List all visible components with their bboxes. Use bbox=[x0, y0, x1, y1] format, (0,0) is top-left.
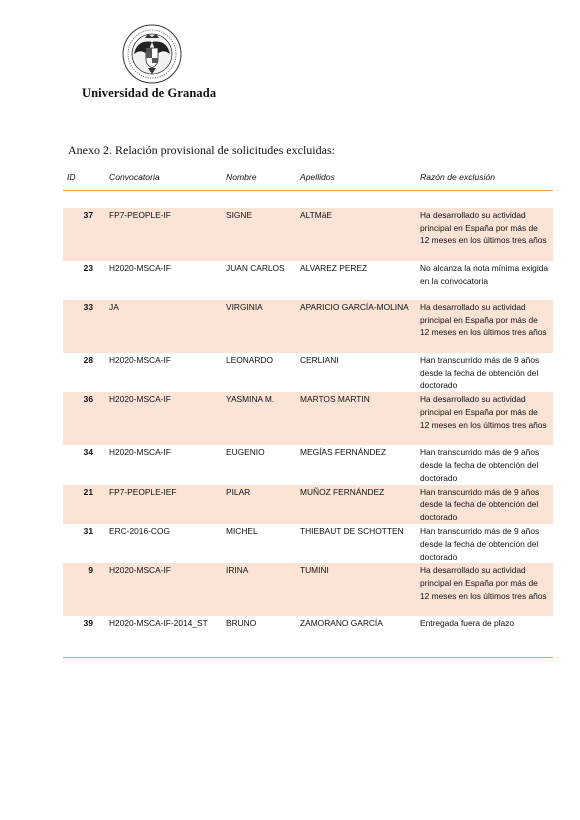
column-header-razon: Razón de exclusión bbox=[416, 167, 553, 190]
cell-id: 37 bbox=[63, 208, 105, 261]
cell-convocatoria: H2020-MSCA-IF bbox=[105, 392, 222, 445]
cell-razon: Ha desarrollado su actividad principal en España por más de 12 meses en los últimos tres años bbox=[416, 208, 553, 261]
cell-apellidos: THIEBAUT DE SCHOTTEN bbox=[300, 525, 404, 536]
cell-razon: Entregada fuera de plazo bbox=[416, 616, 553, 658]
cell-convocatoria: H2020-MSCA-IF bbox=[109, 447, 171, 458]
cell-nombre: MICHEL bbox=[226, 525, 258, 536]
cell-convocatoria: H2020-MSCA-IF bbox=[109, 354, 171, 365]
table-spacer-row bbox=[63, 190, 553, 208]
table-row bbox=[63, 485, 553, 524]
cell-razon: Han transcurrido más de 9 años desde la fecha de obtención del doctorado bbox=[420, 354, 540, 391]
cell-nombre: VIRGINIA bbox=[222, 300, 296, 353]
cell-convocatoria: FP7-PEOPLE-IEF bbox=[105, 485, 222, 524]
column-header-nombre: Nombre bbox=[222, 167, 296, 190]
cell-convocatoria: H2020-MSCA-IF bbox=[105, 563, 222, 616]
cell-id: 34 bbox=[83, 447, 93, 458]
cell-convocatoria: ERC-2016-COG bbox=[109, 525, 170, 536]
cell-razon: No alcanza la nota mínima exigida en la convocatoria bbox=[420, 262, 549, 286]
table-row bbox=[63, 353, 553, 392]
cell-nombre: YASMINA M. bbox=[222, 392, 296, 445]
cell-id: 31 bbox=[83, 525, 93, 536]
cell-apellidos: ZAMORANO GARCÍA bbox=[296, 616, 416, 658]
table-row bbox=[63, 616, 553, 658]
cell-apellidos: MARTOS MARTIN bbox=[296, 392, 416, 445]
cell-nombre: IRINA bbox=[222, 563, 296, 616]
cell-nombre: PILAR bbox=[222, 485, 296, 524]
cell-razon: Han transcurrido más de 9 años desde la fecha de obtención del doctorado bbox=[416, 485, 553, 524]
cell-razon: Han transcurrido más de 9 años desde la fecha de obtención del doctorado bbox=[420, 447, 540, 483]
cell-id: 28 bbox=[83, 354, 93, 365]
university-seal-icon bbox=[121, 24, 183, 84]
cell-razon: Ha desarrollado su actividad principal en España por más de 12 meses en los últimos tres años bbox=[416, 392, 553, 445]
cell-nombre: BRUNO bbox=[222, 616, 296, 658]
cell-id: 21 bbox=[63, 485, 105, 524]
excluded-applications-table bbox=[63, 167, 553, 658]
table-row bbox=[63, 300, 553, 353]
table-row bbox=[63, 392, 553, 445]
table-row bbox=[63, 208, 553, 261]
cell-apellidos: MUÑOZ FERNÁNDEZ bbox=[296, 485, 416, 524]
table-row bbox=[63, 524, 553, 563]
cell-convocatoria: H2020-MSCA-IF-2014_ST bbox=[105, 616, 222, 658]
cell-nombre: JUAN CARLOS bbox=[226, 262, 285, 273]
cell-id: 39 bbox=[63, 616, 105, 658]
cell-nombre: LEONARDO bbox=[226, 354, 274, 365]
table-row bbox=[63, 261, 553, 300]
cell-id: 9 bbox=[63, 563, 105, 616]
cell-apellidos: TUMINI bbox=[296, 563, 416, 616]
cell-id: 33 bbox=[63, 300, 105, 353]
cell-apellidos: ALTMäE bbox=[296, 208, 416, 261]
cell-id: 36 bbox=[63, 392, 105, 445]
cell-id: 23 bbox=[83, 262, 93, 273]
cell-razon: Ha desarrollado su actividad principal en España por más de 12 meses en los últimos tres años bbox=[416, 563, 553, 616]
cell-nombre: EUGENIO bbox=[226, 447, 265, 458]
table-row bbox=[63, 445, 553, 484]
column-header-id: ID bbox=[63, 167, 105, 190]
cell-convocatoria: H2020-MSCA-IF bbox=[109, 262, 171, 273]
cell-apellidos: ALVAREZ PEREZ bbox=[300, 262, 368, 273]
cell-apellidos: APARICIO GARCÍA-MOLINA bbox=[296, 300, 416, 353]
university-name: Universidad de Granada bbox=[82, 86, 217, 100]
table-row bbox=[63, 563, 553, 616]
cell-apellidos: CERLIANI bbox=[300, 354, 339, 365]
cell-razon: Ha desarrollado su actividad principal en España por más de 12 meses en los últimos tres años bbox=[416, 300, 553, 353]
table-header-row bbox=[63, 167, 553, 190]
column-header-apellidos: Apellidos bbox=[296, 167, 416, 190]
cell-convocatoria: JA bbox=[105, 300, 222, 353]
cell-apellidos: MEGÍAS FERNÁNDEZ bbox=[300, 447, 387, 458]
annex-title: Anexo 2. Relación provisional de solicitudes excluidas: bbox=[68, 143, 335, 157]
cell-razon: Han transcurrido más de 9 años desde la fecha de obtención del doctorado bbox=[420, 525, 540, 562]
cell-nombre: SIGNE bbox=[222, 208, 296, 261]
column-header-convocatoria: Convocatoria bbox=[105, 167, 222, 190]
cell-convocatoria: FP7-PEOPLE-IF bbox=[105, 208, 222, 261]
